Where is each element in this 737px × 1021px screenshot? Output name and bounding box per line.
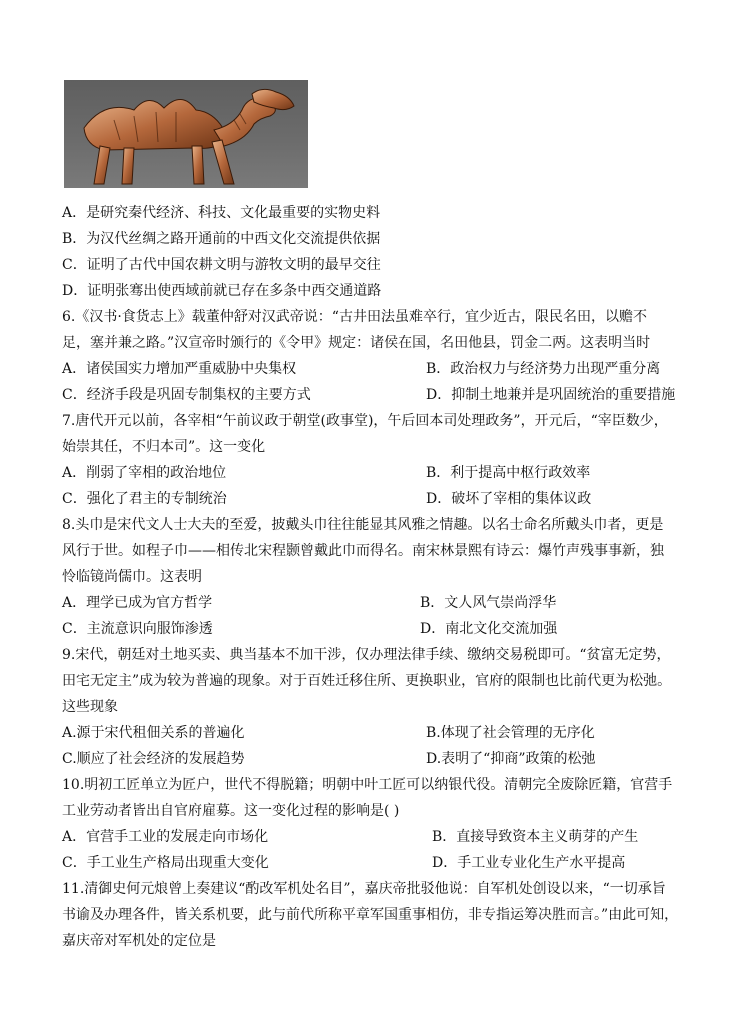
q8-stem-line-3: 怜临镜尚儒巾。这表明 — [62, 569, 202, 585]
camel-figurine-image — [64, 80, 308, 188]
q7-stem-line-1: 7.唐代开元以前，各宰相“午前议政于朝堂(政事堂)，午后回本司处理政务”，开元后，“宰臣数少， — [62, 413, 668, 429]
q9-stem-line-2: 田宅无定主”成为较为普遍的现象。对于百姓迁移住所、更换职业，官府的限制也比前代更为松弛。 — [62, 673, 672, 689]
q6-option-c: C．经济手段是巩固专制集权的主要方式 — [62, 387, 311, 403]
q5-option-d: D．证明张骞出使西域前就已存在多条中西交通道路 — [62, 283, 382, 299]
q7-option-b: B．利于提高中枢行政效率 — [426, 465, 591, 481]
q10-option-b: B．直接导致资本主义萌芽的产生 — [432, 829, 639, 845]
q11-stem-line-2: 书谕及办理各件，皆关系机要，此与前代所称平章军国重事相仿，非专指运筹决胜而言。”由此可知， — [62, 907, 679, 923]
q9-stem-line-3: 这些现象 — [62, 699, 118, 715]
q5-option-c: C．证明了古代中国农耕文明与游牧文明的最早交往 — [62, 257, 381, 273]
q7-option-a: A．削弱了宰相的政治地位 — [62, 465, 227, 481]
q7-stem-line-2: 始崇其任，不归本司”。这一变化 — [62, 439, 266, 455]
q10-stem-line-2: 工业劳动者皆出自官府雇募。这一变化过程的影响是( ) — [62, 803, 400, 819]
q9-stem-line-1: 9.宋代，朝廷对土地买卖、典当基本不加干涉，仅办理法律手续、缴纳交易税即可。“贫富无定势， — [62, 647, 671, 663]
q10-option-a: A．官营手工业的发展走向市场化 — [62, 829, 269, 845]
q9-option-a: A.源于宋代租佃关系的普遍化 — [62, 725, 245, 741]
q6-stem-line-1: 6.《汉书·食货志上》载董仲舒对汉武帝说：“古井田法虽难卒行，宜少近古，限民名田，以赡不 — [62, 309, 647, 325]
q6-option-d: D．抑制土地兼并是巩固统治的重要措施 — [426, 387, 676, 403]
q5-option-b: B．为汉代丝绸之路开通前的中西文化交流提供依据 — [62, 231, 381, 247]
q8-option-b: B．文人风气崇尚浮华 — [420, 595, 557, 611]
q11-stem-line-3: 嘉庆帝对军机处的定位是 — [62, 933, 216, 949]
q10-option-d: D．手工业专业化生产水平提高 — [432, 855, 626, 871]
q6-stem-line-2: 足，塞并兼之路。”汉宣帝时颁行的《令甲》规定：诸侯在国，名田他县，罚金二两。这表明当时 — [62, 335, 651, 351]
q10-option-c: C．手工业生产格局出现重大变化 — [62, 855, 269, 871]
q9-option-b: B.体现了社会管理的无序化 — [426, 725, 595, 741]
q7-option-d: D．破坏了宰相的集体议政 — [426, 491, 592, 507]
q7-option-c: C．强化了君主的专制统治 — [62, 491, 227, 507]
q8-option-d: D．南北文化交流加强 — [420, 621, 558, 637]
q5-option-a: A．是研究秦代经济、科技、文化最重要的实物史料 — [62, 205, 381, 221]
q9-option-c: C.顺应了社会经济的发展趋势 — [62, 751, 245, 767]
q10-stem-line-1: 10.明初工匠单立为匠户，世代不得脱籍；明朝中叶工匠可以纳银代役。清朝完全废除匠籍，官营手 — [62, 777, 673, 793]
q8-stem-line-1: 8.头巾是宋代文人士大夫的至爱，披戴头巾往往能显其风雅之情趣。以名士命名所戴头巾者，更是 — [62, 517, 664, 533]
q8-stem-line-2: 风行于世。如程子巾——相传北宋程颢曾戴此巾而得名。南宋林景熙有诗云：爆竹声残事事新，独 — [62, 543, 664, 559]
q9-option-d: D.表明了“抑商”政策的松弛 — [426, 751, 596, 767]
q11-stem-line-1: 11.清御史何元烺曾上奏建议“酌改军机处名目”，嘉庆帝批驳他说：自军机处创设以来，“一切承旨 — [62, 881, 666, 897]
q6-option-a: A．诸侯国实力增加严重威胁中央集权 — [62, 361, 297, 377]
q6-option-b: B．政治权力与经济势力出现严重分离 — [426, 361, 661, 377]
q8-option-a: A．理学已成为官方哲学 — [62, 595, 213, 611]
camel-figurine-icon — [64, 80, 308, 188]
q8-option-c: C．主流意识向服饰渗透 — [62, 621, 213, 637]
